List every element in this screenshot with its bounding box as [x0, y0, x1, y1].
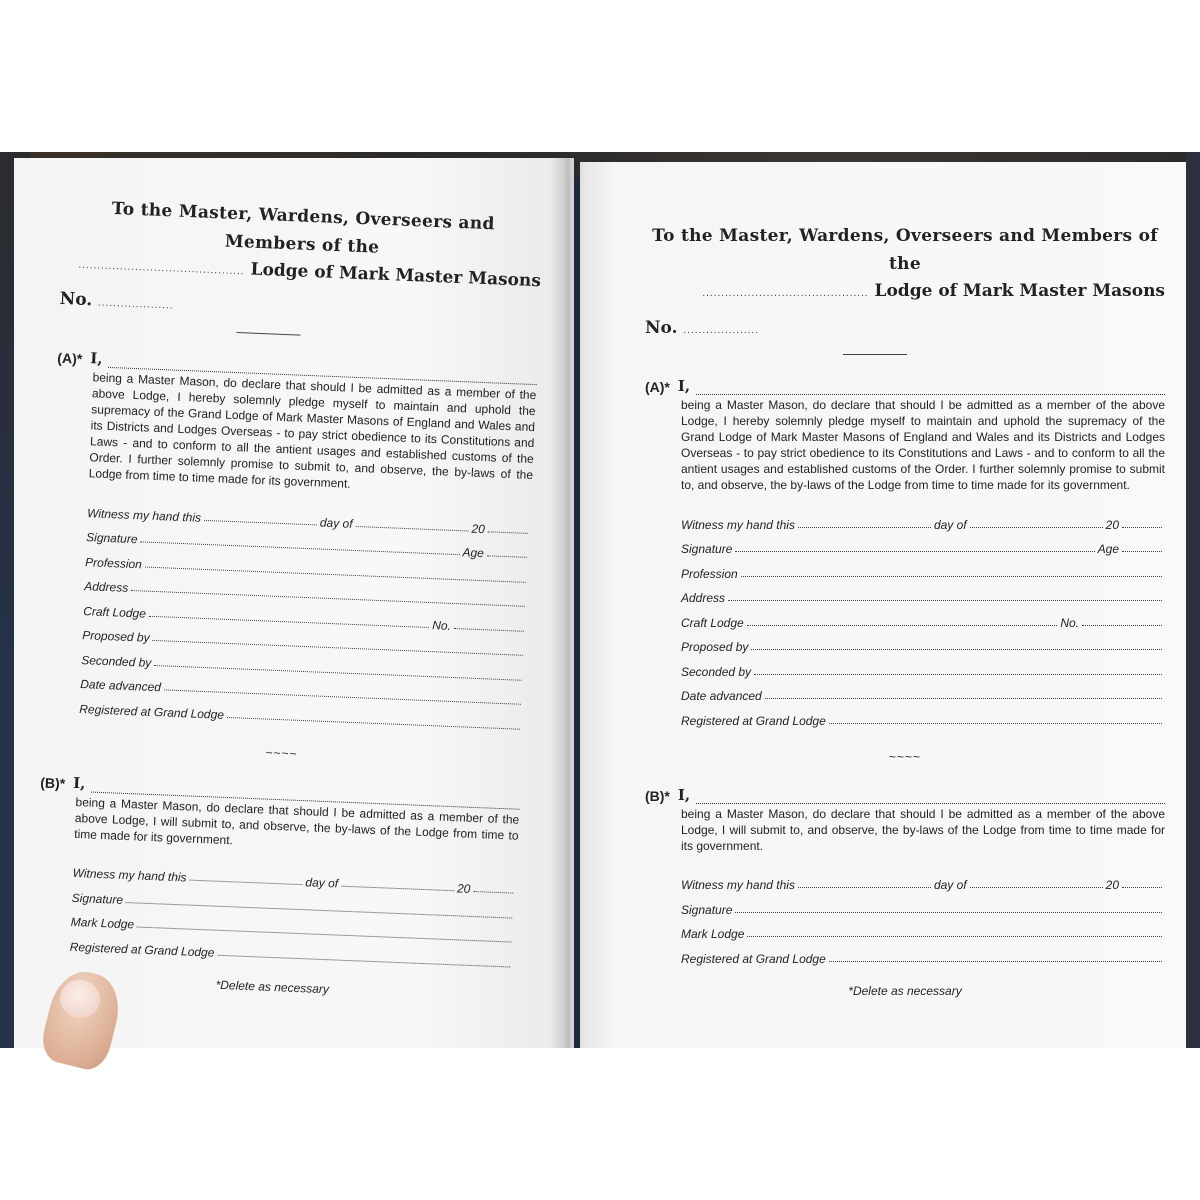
craft-lodge-no-field[interactable] [1082, 625, 1162, 626]
section-a [43, 348, 537, 733]
book-cover-right [1186, 152, 1200, 1048]
day-of-label-b: day of [305, 875, 339, 891]
signature-label: Signature [85, 530, 138, 547]
section-b-declaration: being a Master Mason, do declare that should I be admitted as a member of the above Lodge, I will submit to, and observe, the by-laws of the Lodge from time to time made for its government. [681, 806, 1165, 853]
signature-label: Signature [681, 542, 733, 556]
section-b-pronoun: I, [677, 785, 691, 804]
registered-field-b[interactable] [829, 961, 1162, 962]
address-label: Address [681, 591, 726, 605]
section-b [34, 772, 521, 971]
name-field[interactable] [696, 382, 1165, 395]
section-a-header [645, 377, 1165, 395]
registered-label-b: Registered at Grand Lodge [681, 951, 826, 966]
section-a [645, 377, 1165, 728]
signature-label-b: Signature [71, 890, 124, 907]
registered-row-b [681, 941, 1165, 966]
day-of-label-b: day of [933, 878, 967, 892]
proposed-by-field[interactable] [751, 649, 1162, 650]
craft-lodge-label: Craft Lodge [82, 603, 147, 621]
date-advanced-label: Date advanced [80, 677, 162, 695]
address-label: Address [83, 579, 129, 595]
age-field[interactable] [1122, 551, 1162, 552]
section-a-declaration: being a Master Mason, do declare that should I be admitted as a member of the above Lodge, I hereby solemnly pledge myself to maintain and uphold the supremacy of the Grand Lodge of Mark Master Masons of England and Wales and its Districts and Lodges Overseas - to pay strict obedience to its Constitutions and Laws - and to conform to all the antient usages and established customs of the Order. I further solemnly promise to submit to, and observe, the by-laws of the Lodge from time to time made for its government. [681, 398, 1165, 492]
section-a-tag: (A)* [57, 349, 83, 367]
witness-label: Witness my hand this [86, 505, 202, 525]
craft-lodge-no-field[interactable] [454, 627, 524, 631]
profession-field[interactable] [741, 576, 1162, 577]
mark-lodge-row [681, 917, 1165, 942]
section-a-pronoun: I, [89, 349, 103, 368]
registered-label: Registered at Grand Lodge [681, 713, 826, 728]
seconded-by-field[interactable] [754, 674, 1162, 675]
mark-lodge-label: Mark Lodge [70, 914, 135, 932]
section-a-tag: (A)* [645, 379, 670, 395]
footnote: *Delete as necessary [215, 977, 330, 996]
witness-label-b: Witness my hand this [681, 878, 795, 892]
section-b-header [645, 786, 1165, 804]
divider-rule [237, 332, 301, 336]
witness-month-field-b[interactable] [970, 887, 1103, 888]
seconded-by-row [681, 654, 1165, 679]
year-label-b: 20 [456, 881, 471, 896]
signature-field-b[interactable] [735, 912, 1162, 913]
name-field-b[interactable] [696, 791, 1165, 804]
profession-row [681, 556, 1165, 581]
craft-lodge-no-label: No. [432, 617, 452, 633]
age-field[interactable] [487, 555, 527, 558]
seconded-by-label: Seconded by [81, 652, 152, 670]
lodge-name-dots[interactable]: ............................................ [702, 288, 869, 299]
witness-year-field[interactable] [1122, 527, 1162, 528]
witness-year-field-b[interactable] [1122, 887, 1162, 888]
craft-lodge-label: Craft Lodge [681, 615, 744, 630]
age-label: Age [462, 545, 485, 561]
registered-field[interactable] [829, 723, 1162, 724]
lodge-name-dots[interactable]: ............................................ [78, 259, 245, 278]
signature-field[interactable] [735, 551, 1094, 552]
number-dots[interactable]: .................... [97, 297, 174, 312]
registered-label-b: Registered at Grand Lodge [69, 939, 215, 960]
witness-day-field[interactable] [798, 527, 931, 528]
book-gutter [550, 158, 586, 1048]
signature-label-b: Signature [681, 902, 733, 917]
date-advanced-label: Date advanced [681, 689, 762, 703]
lodge-name-line [645, 278, 1165, 307]
form-title: To the Master, Wardens, Overseers and Members of the [652, 226, 1158, 274]
witness-month-field[interactable] [970, 527, 1103, 528]
day-of-label: day of [319, 515, 353, 531]
section-b-declaration: being a Master Mason, do declare that should I be admitted as a member of the above Lodge, I will submit to, and observe, the by-laws of the Lodge from time to time made for its government. [74, 794, 520, 847]
lodge-number-row [645, 315, 1165, 344]
year-label: 20 [1105, 517, 1119, 532]
section-b [645, 786, 1165, 966]
section-separator: ~~~~ [265, 745, 298, 761]
lodge-title: Lodge of Mark Master Masons [874, 281, 1165, 301]
year-label: 20 [471, 521, 486, 536]
footnote: *Delete as necessary [848, 983, 962, 998]
registered-field-b[interactable] [217, 954, 510, 967]
left-page [14, 158, 574, 1048]
section-b-pronoun: I, [72, 773, 86, 792]
proposed-by-row [681, 630, 1165, 655]
witness-row [681, 507, 1165, 532]
witness-label-b: Witness my hand this [72, 865, 187, 885]
registered-row [681, 703, 1165, 728]
section-separator: ~~~~ [888, 749, 922, 764]
lodge-title: Lodge of Mark Master Masons [250, 259, 542, 292]
profession-label: Profession [681, 566, 738, 581]
open-book [0, 152, 1200, 1048]
year-label-b: 20 [1105, 878, 1119, 892]
right-form [645, 222, 1165, 998]
craft-lodge-row [681, 605, 1165, 630]
section-a-fields [681, 507, 1165, 728]
address-row [681, 581, 1165, 606]
mark-lodge-field[interactable] [747, 936, 1162, 937]
date-advanced-row [681, 679, 1165, 704]
signature-row-b [681, 892, 1165, 917]
day-of-label: day of [933, 517, 967, 532]
address-field[interactable] [728, 600, 1162, 601]
registered-field[interactable] [227, 716, 520, 729]
right-page [580, 162, 1186, 1048]
date-advanced-field[interactable] [765, 698, 1162, 699]
divider-rule [843, 354, 907, 355]
section-a-pronoun: I, [677, 377, 691, 395]
number-dots[interactable]: .................... [683, 325, 759, 336]
witness-label: Witness my hand this [681, 517, 795, 532]
section-b-tag: (B)* [40, 774, 66, 792]
witness-row-b [681, 868, 1165, 893]
section-a-fields [79, 495, 531, 733]
mark-lodge-label: Mark Lodge [681, 927, 745, 941]
section-b-fields [681, 868, 1165, 966]
witness-day-field-b[interactable] [798, 887, 931, 888]
age-label: Age [1097, 542, 1119, 556]
number-label: No. [645, 318, 678, 338]
registered-label: Registered at Grand Lodge [79, 701, 225, 722]
proposed-by-label: Proposed by [81, 628, 150, 645]
witness-year-field[interactable] [488, 531, 528, 534]
seconded-by-label: Seconded by [681, 664, 752, 679]
craft-lodge-field[interactable] [747, 625, 1058, 626]
profession-label: Profession [84, 554, 143, 571]
section-a-declaration: being a Master Mason, do declare that should I be admitted as a member of the above Lodge, I hereby solemnly pledge myself to maintain and uphold the supremacy of the Grand Lodge of Mark Master Masons of England and Wales and its Districts and Lodges Overseas - to pay strict obedience to its Constitutions and Laws - and to conform to all the antient usages and established customs of the Order. I further solemnly promise to submit to, and observe, the by-laws of the Lodge from time to time made for its government. [88, 370, 537, 491]
craft-lodge-no-label: No. [1060, 615, 1079, 630]
signature-row [681, 532, 1165, 557]
number-label: No. [59, 288, 93, 311]
witness-year-field-b[interactable] [473, 891, 513, 894]
section-b-fields [69, 855, 517, 971]
proposed-by-label: Proposed by [681, 640, 749, 654]
left-form [32, 193, 543, 1003]
form-title: To the Master, Wardens, Overseers and Members of the [111, 198, 496, 258]
section-b-tag: (B)* [645, 787, 670, 804]
